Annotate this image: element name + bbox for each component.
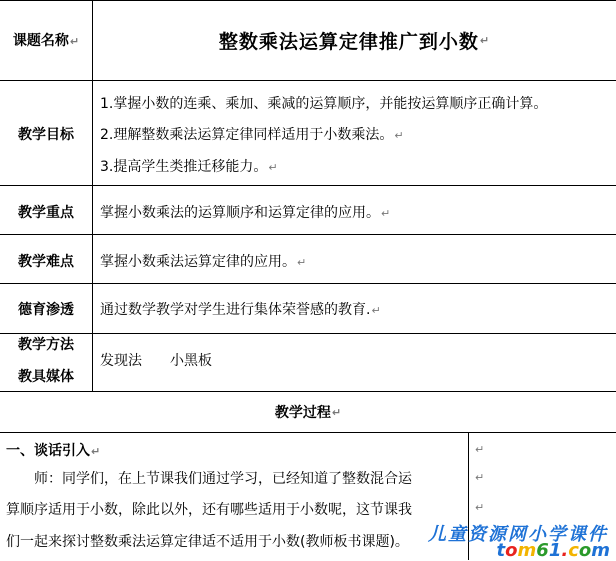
watermark-letter: . (561, 540, 569, 561)
watermark-letter: t (496, 540, 506, 561)
course-label: 课题名称↵ (12, 33, 80, 49)
course-title: 整数乘法运算定律推广到小数 ↵ (218, 30, 491, 53)
paragraph-line: 算顺序适用于小数，除此以外，还有哪些适用于小数呢，这节课我 (6, 502, 412, 518)
watermark-letter: c (568, 540, 579, 561)
paragraph-line: 们一起来探讨整数乘法运算定律适不适用于小数(教师板书课题)。 (6, 534, 409, 550)
process-heading: 教学过程 ↵ (274, 405, 342, 421)
media-label: 教具媒体 (18, 369, 74, 385)
key-points-label: 教学重点 (18, 205, 74, 221)
watermark-letter: 6 (536, 540, 549, 561)
watermark-url (497, 540, 610, 561)
watermark-text: 儿童资源网小学课件 (428, 524, 608, 545)
cell-mark: ↵ (475, 501, 485, 514)
site-watermark-logo (406, 520, 616, 560)
key-points-text: 掌握小数乘法的运算顺序和运算定律的应用。↵ (100, 205, 391, 221)
method-text: 发现法 小黑板 (100, 353, 212, 369)
section-title-intro: 一、谈话引入↵ (6, 443, 101, 459)
difficulty-text: 掌握小数乘法运算定律的应用。↵ (100, 254, 307, 270)
goals-label: 教学目标 (18, 127, 74, 143)
moral-text: 通过数学教学对学生进行集体荣誉感的教育.↵ (100, 302, 381, 318)
difficulty-label: 教学难点 (18, 254, 74, 270)
goal-item: 2.理解整数乘法运算定律同样适用于小数乘法。↵ (100, 127, 404, 143)
cell-mark: ↵ (475, 471, 485, 484)
watermark-letter: m (591, 540, 610, 561)
goal-item: 1.掌握小数的连乘、乘加、乘减的运算顺序，并能按运算顺序正确计算。 (100, 96, 548, 112)
watermark-letter: o (505, 540, 518, 561)
goal-item: 3.提高学生类推迁移能力。↵ (100, 159, 278, 175)
method-label: 教学方法 (18, 337, 74, 353)
cell-mark: ↵ (475, 443, 485, 456)
row-divider (0, 432, 616, 433)
moral-label: 德育渗透 (18, 302, 74, 318)
watermark-letter: 1 (548, 540, 562, 561)
paragraph-line: 师：同学们，在上节课我们通过学习，已经知道了整数混合运 (6, 471, 412, 487)
watermark-letter: m (517, 540, 537, 561)
watermark-letter: o (578, 540, 592, 561)
